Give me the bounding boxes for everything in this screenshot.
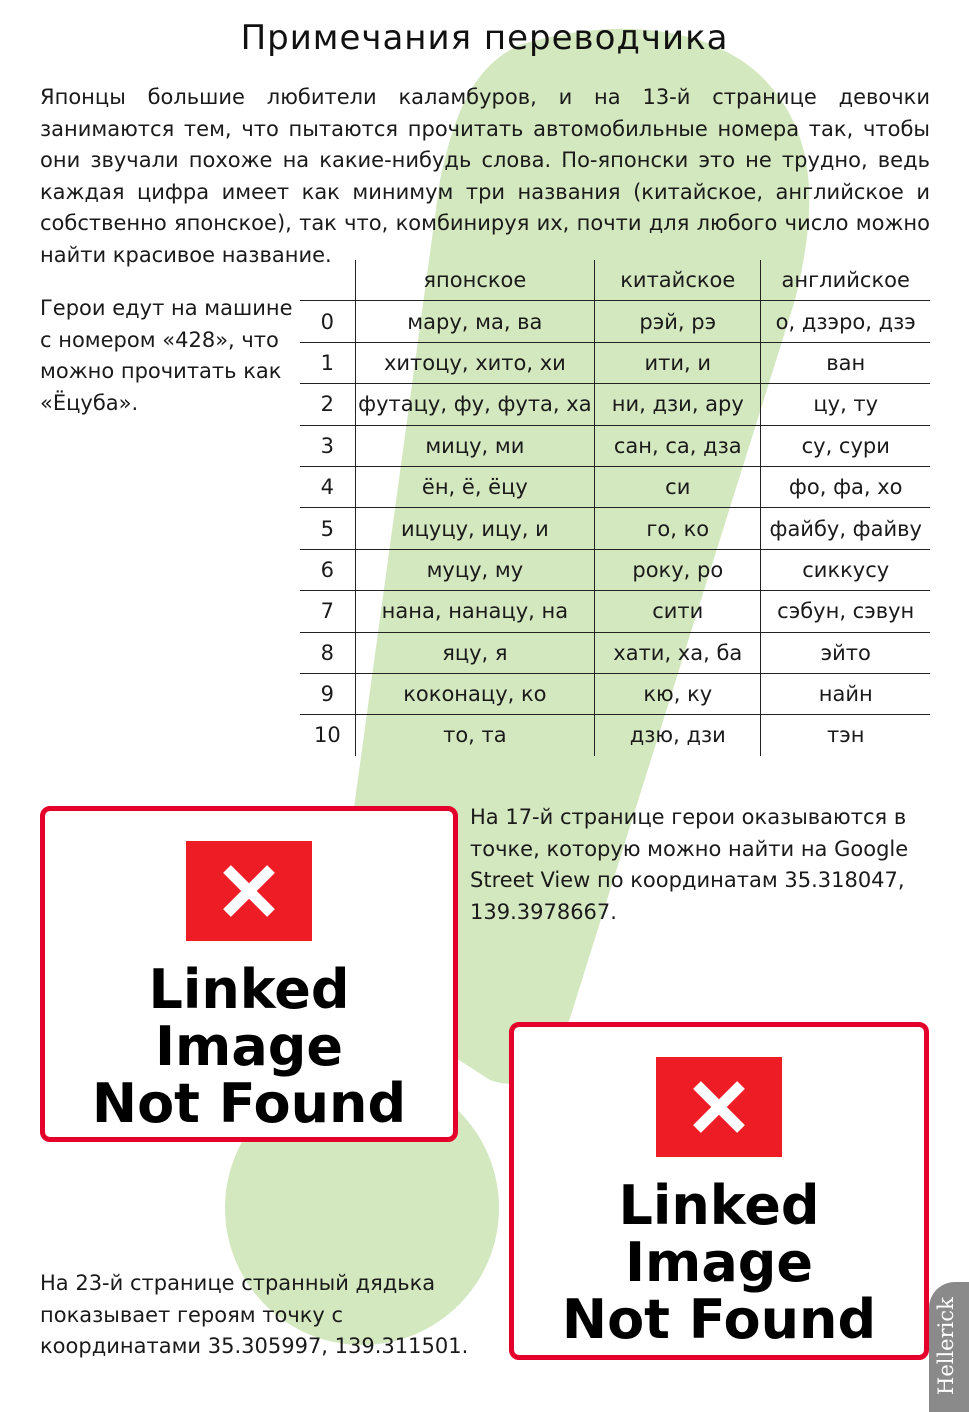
table-cell-japanese: ён, ё, ёцу — [355, 466, 594, 507]
table-row — [300, 591, 930, 632]
table-cell-english: о, дзэро, дзэ — [761, 301, 930, 342]
table-cell-english: эйто — [761, 632, 930, 673]
table-row — [300, 715, 930, 756]
table-cell-japanese: муцу, му — [355, 549, 594, 590]
close-icon — [656, 1057, 782, 1157]
table-cell-japanese: коконацу, ко — [355, 673, 594, 714]
broken-image-text — [45, 958, 453, 1135]
broken-image-line: Not Found — [561, 1288, 877, 1351]
table-header-number — [300, 260, 355, 301]
table-row — [300, 384, 930, 425]
table-header-english: английское — [761, 260, 930, 301]
table-cell-japanese: футацу, фу, фута, ха — [355, 384, 594, 425]
table-header-row — [300, 260, 930, 301]
table-cell-english: ван — [761, 342, 930, 383]
table-cell-chinese: си — [595, 466, 761, 507]
table-cell-english: тэн — [761, 715, 930, 756]
table-row — [300, 673, 930, 714]
table-cell-japanese: яцу, я — [355, 632, 594, 673]
intro-paragraph: Японцы большие любители каламбуров, и на 13-й странице девочки занимаются тем, что пытаются прочитать автомобильные номера так, чтобы они звучали похоже на какие-нибудь слова. По-японски это не трудно, ведь каждая цифра имеет как минимум три названия (китайское, английское и собственно японское), так что, комбинируя их, почти для любого число можно найти красивое название. — [40, 85, 930, 267]
table-cell-number: 2 — [300, 384, 355, 425]
table-cell-japanese: мицу, ми — [355, 425, 594, 466]
table-row — [300, 508, 930, 549]
table-cell-chinese: ни, дзи, ару — [595, 384, 761, 425]
table-header-chinese: китайское — [595, 260, 761, 301]
table-cell-number: 0 — [300, 301, 355, 342]
table-cell-japanese: мару, ма, ва — [355, 301, 594, 342]
table-cell-english: найн — [761, 673, 930, 714]
table-cell-english: файбу, файву — [761, 508, 930, 549]
broken-image-line: Linked — [148, 958, 350, 1021]
table-cell-chinese: сити — [595, 591, 761, 632]
table-row — [300, 301, 930, 342]
broken-image-line: Not Found — [91, 1072, 407, 1135]
broken-image-line: Linked — [618, 1174, 820, 1237]
table-cell-number: 1 — [300, 342, 355, 383]
table-row — [300, 632, 930, 673]
coordinates-note: На 23-й странице странный дядька показывает героям точку с координатами 35.305997, 139.311501. — [40, 1271, 469, 1359]
table-row — [300, 466, 930, 507]
table-cell-chinese: дзю, дзи — [595, 715, 761, 756]
table-cell-chinese: сан, са, дза — [595, 425, 761, 466]
table-cell-chinese: кю, ку — [595, 673, 761, 714]
close-icon — [186, 841, 312, 941]
table-cell-number: 9 — [300, 673, 355, 714]
table-cell-english: су, сури — [761, 425, 930, 466]
table-cell-number: 6 — [300, 549, 355, 590]
table-cell-japanese: то, та — [355, 715, 594, 756]
table-cell-chinese: рэй, рэ — [595, 301, 761, 342]
table-row — [300, 342, 930, 383]
broken-image-line: Image — [154, 1015, 344, 1078]
table-cell-number: 5 — [300, 508, 355, 549]
table-cell-number: 8 — [300, 632, 355, 673]
table-cell-english: сиккусу — [761, 549, 930, 590]
page-title: Примечания переводчика — [240, 18, 729, 58]
table-cell-japanese: ицуцу, ицу, и — [355, 508, 594, 549]
number-names-table — [300, 260, 930, 756]
table-cell-number: 4 — [300, 466, 355, 507]
table-cell-chinese: хати, ха, ба — [595, 632, 761, 673]
table-cell-number: 10 — [313, 723, 341, 748]
table-cell-chinese: року, ро — [595, 549, 761, 590]
table-cell-japanese: нана, нанацу, на — [355, 591, 594, 632]
table-header-japanese: японское — [355, 260, 594, 301]
table-cell-english: сэбун, сэвун — [761, 591, 930, 632]
table-row — [300, 549, 930, 590]
table-cell-number: 7 — [300, 591, 355, 632]
broken-image-line: Image — [624, 1231, 814, 1294]
table-cell-english: цу, ту — [761, 384, 930, 425]
broken-image-placeholder — [509, 1022, 929, 1360]
broken-image-text — [514, 1174, 924, 1351]
table-cell-english: фо, фа, хо — [761, 466, 930, 507]
broken-image-placeholder — [40, 806, 458, 1142]
table-cell-chinese: го, ко — [595, 508, 761, 549]
table-cell-japanese: хитоцу, хито, хи — [355, 342, 594, 383]
table-cell-chinese: ити, и — [595, 342, 761, 383]
license-plate-note: Герои едут на машине с номером «428», что можно прочитать как «Ёцуба». — [40, 296, 293, 415]
signature: Hellerick — [934, 1297, 958, 1395]
table-row — [300, 425, 930, 466]
street-view-note: На 17-й странице герои оказываются в точке, которую можно найти на Google Street View по координатам 35.318047, 139.3978667. — [470, 805, 909, 924]
table-cell-number: 3 — [300, 425, 355, 466]
